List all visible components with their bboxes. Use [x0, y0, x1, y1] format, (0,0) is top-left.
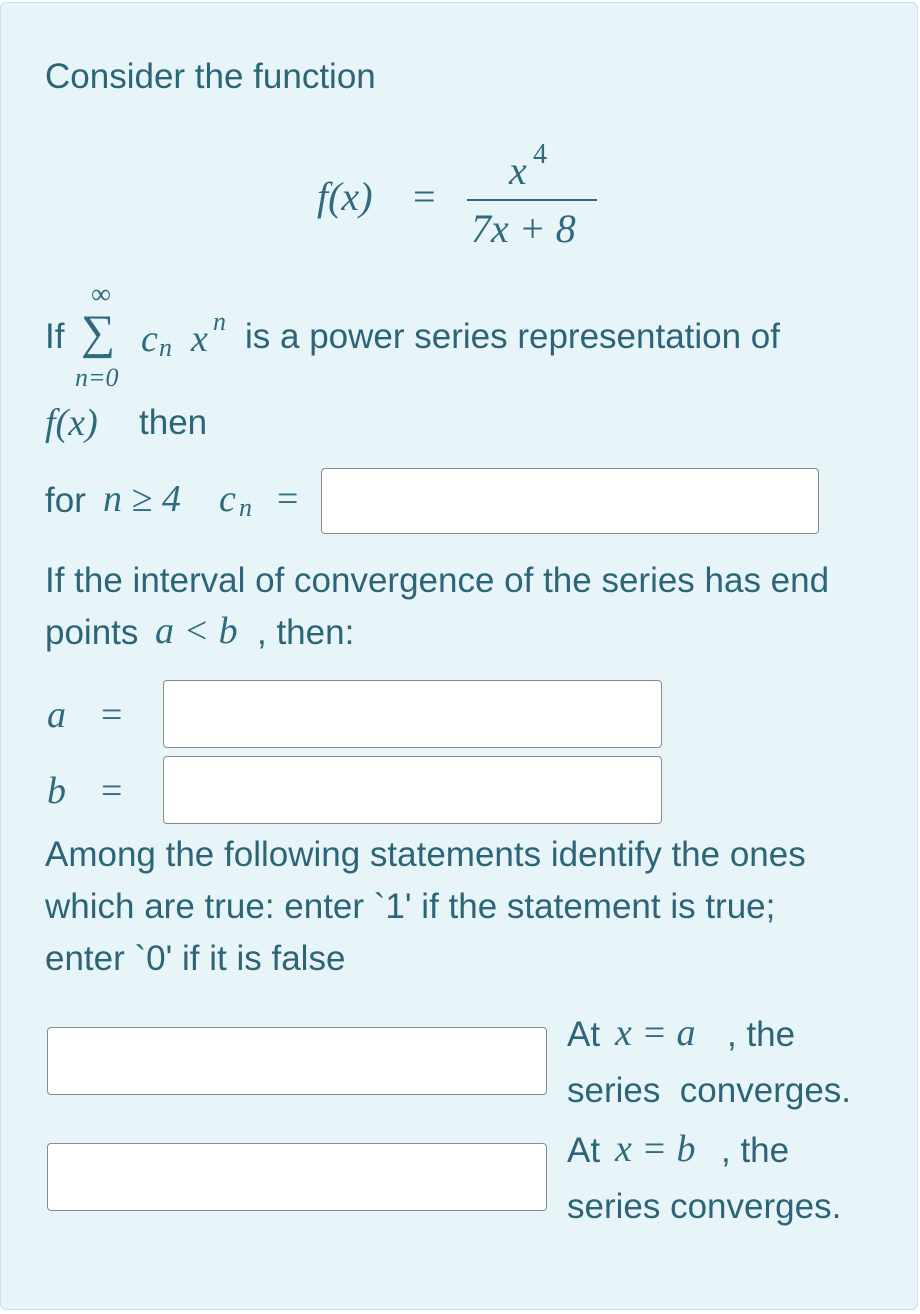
a-label: a — [47, 694, 66, 736]
term-c: c — [141, 318, 158, 360]
cn-equals: = — [277, 478, 299, 520]
interval-text-prefix: points — [45, 613, 139, 652]
function-lhs: f(x) — [317, 174, 373, 219]
statement2-line2: series converges. — [567, 1187, 842, 1226]
statement1-answer-input[interactable] — [47, 1027, 547, 1095]
statement2-answer-input[interactable] — [47, 1143, 547, 1211]
numerator-exponent: 4 — [533, 139, 547, 170]
n-condition: n ≥ 4 — [103, 478, 181, 520]
statements-intro-line2: which are true: enter `1' if the statement is true; — [45, 887, 776, 926]
denominator: 7x + 8 — [471, 206, 576, 251]
interval-text-math: a < b — [155, 610, 238, 652]
b-label: b — [47, 770, 66, 812]
cn-subscript: n — [239, 493, 252, 522]
statement2-suffix: , the — [721, 1131, 790, 1170]
statement2-prefix: At — [567, 1131, 601, 1170]
numerator-base: x — [509, 148, 527, 193]
interval-text-line1: If the interval of convergence of the series has end — [45, 561, 830, 600]
sum-upper-limit: ∞ — [91, 279, 111, 310]
a-answer-input[interactable] — [163, 680, 662, 748]
sum-lower-limit: n=0 — [75, 363, 119, 392]
a-equals: = — [101, 694, 123, 736]
statement1-line2: series converges. — [567, 1071, 852, 1110]
function-equals: = — [413, 174, 436, 219]
cn-answer-input[interactable] — [321, 468, 819, 534]
series-text: is a power series representation of — [245, 317, 780, 356]
fraction-bar — [467, 199, 597, 201]
for-word: for — [45, 481, 86, 520]
statements-intro-line3: enter `0' if it is false — [45, 939, 346, 978]
question-panel — [0, 2, 918, 1310]
term-x: x — [191, 318, 208, 360]
term-x-exponent: n — [213, 307, 226, 336]
fx-label: f(x) — [45, 402, 98, 444]
sum-symbol: ∑ — [81, 306, 116, 359]
then-word: then — [139, 403, 208, 442]
if-word: If — [45, 317, 65, 356]
term-c-subscript: n — [159, 333, 172, 362]
statement2-math: x = b — [615, 1128, 696, 1170]
b-equals: = — [101, 770, 123, 812]
b-answer-input[interactable] — [163, 756, 662, 824]
statements-intro-line1: Among the following statements identify the ones — [45, 835, 806, 874]
cn-c: c — [219, 478, 236, 520]
statement1-suffix: , the — [727, 1015, 796, 1054]
intro-text: Consider the function — [45, 57, 376, 96]
interval-text-suffix: , then: — [257, 613, 355, 652]
statement1-prefix: At — [567, 1015, 601, 1054]
statement1-math: x = a — [615, 1012, 696, 1054]
